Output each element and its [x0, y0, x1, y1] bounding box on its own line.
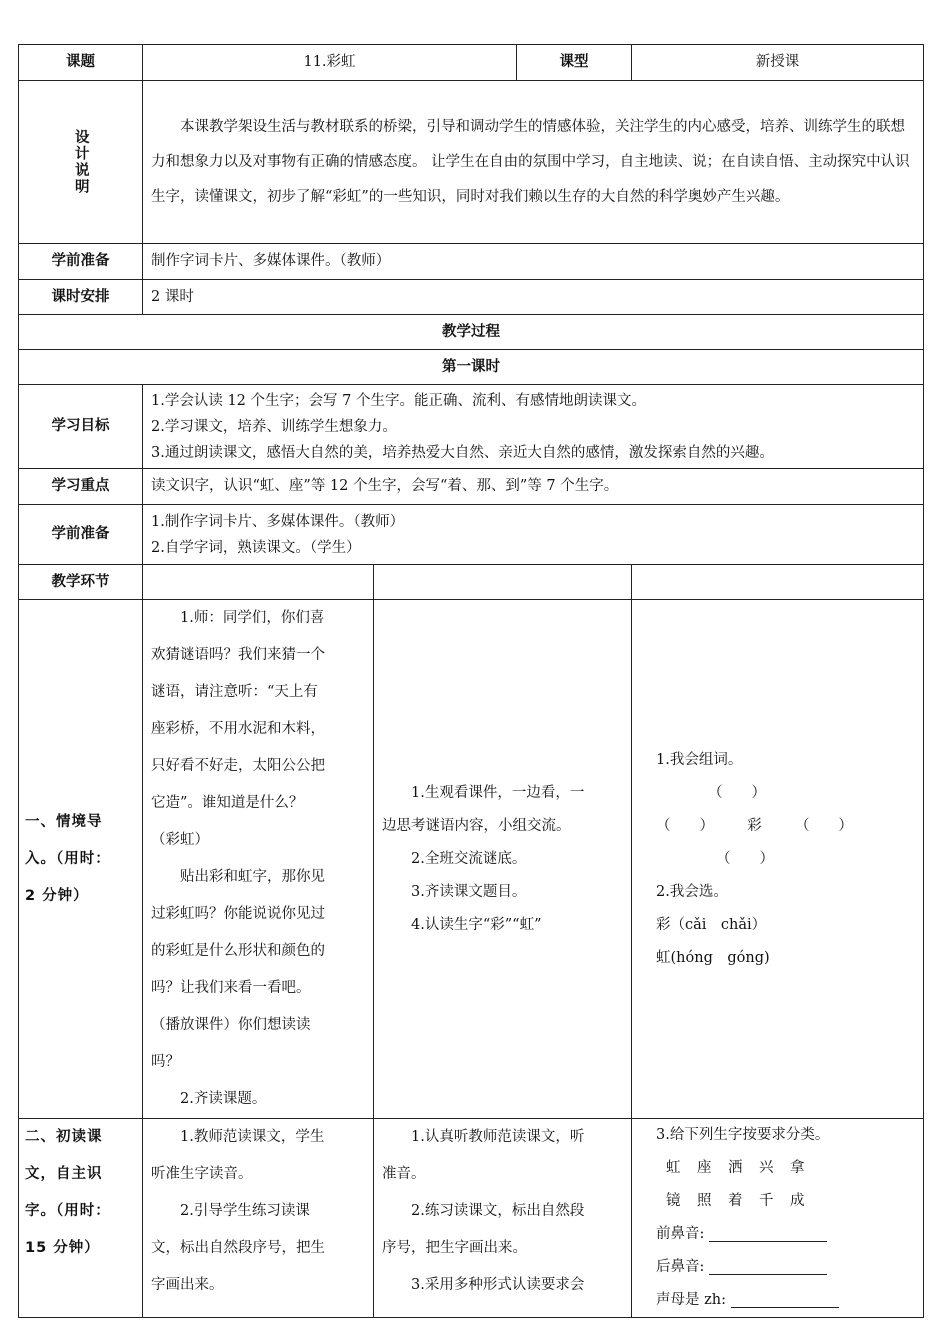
hours-value: 2 课时 — [143, 280, 924, 315]
stage1-teacher: 1.师：同学们，你们喜 欢猜谜语吗？我们来猜一个 谜语，请注意听：“天上有 座彩桥，不用水泥和木料， 只好看不好走，太阳公公把 它造”。谁知道是什么？ （彩虹） 贴出彩和虹字，那你见 过彩虹吗？你能说说你见过 的彩虹是什么形状和颜色的 吗？让我们来看一看吧。 （播放课件）你们想读读 吗？ 2.齐读课题。 — [151, 610, 325, 1107]
front-nasal-label: 前鼻音: — [656, 1226, 705, 1242]
topic-value: 11.彩虹 — [143, 45, 517, 81]
stage1-student: 1.生观看课件，一边看，一 边思考谜语内容，小组交流。 2.全班交流谜底。 3.齐读课文题目。 4.认读生字“彩”“虹” — [382, 784, 585, 933]
lesson-prep-list — [151, 509, 915, 561]
stage-header-row — [19, 565, 924, 600]
exercise-title: 1.我会组词。 — [656, 751, 743, 768]
header-row — [19, 45, 924, 81]
center-char: 彩 — [747, 817, 762, 834]
goals-label: 学习目标 — [19, 385, 143, 469]
exercise-title: 3.给下列生字按要求分类。 — [656, 1127, 830, 1143]
stage-label: 教学环节 — [19, 565, 143, 600]
pinyin-choice: 虹(hóng góng) — [656, 949, 770, 966]
goals-list — [151, 388, 915, 466]
type-value: 新授课 — [632, 45, 924, 81]
process-title: 教学过程 — [19, 315, 924, 350]
prep-label: 学前准备 — [19, 244, 143, 280]
design-label: 设计说明 — [72, 129, 89, 195]
goal-item: 3.通过朗读课文，感悟大自然的美，培养热爱大自然、亲近大自然的感情，激发探索自然的兴趣。 — [151, 444, 774, 461]
stage2-teacher: 1.教师范读课文，学生 听准生字读音。 2.引导学生练习读课 文，标出自然段序号，把生 字画出来。 — [151, 1129, 325, 1293]
lesson-plan-table — [18, 44, 924, 1318]
stage2-student: 1.认真听教师范读课文，听 准音。 2.练习读课文，标出自然段 序号，把生字画出来。 3.采用多种形式认读要求会 — [382, 1129, 585, 1293]
design-row — [19, 81, 924, 244]
word-blank: （ ） — [708, 784, 766, 801]
char-row: 镜 照 着 千 成 — [666, 1193, 806, 1209]
lesson1-title: 第一课时 — [19, 350, 924, 385]
key-label: 学习重点 — [19, 469, 143, 505]
type-label: 课型 — [517, 45, 632, 81]
word-blank: （ ） — [794, 817, 853, 834]
lesson1-title-row — [19, 350, 924, 385]
answer-line[interactable] — [731, 1293, 839, 1308]
goals-row — [19, 385, 924, 469]
char-row: 虹 座 洒 兴 拿 — [666, 1160, 806, 1176]
stage1-exercise — [656, 744, 915, 975]
hours-row — [19, 280, 924, 315]
stage2-row — [19, 1119, 924, 1318]
back-nasal-label: 后鼻音: — [656, 1259, 705, 1275]
goal-item: 2.学习课文，培养、训练学生想象力。 — [151, 418, 397, 435]
lesson-plan-page — [18, 44, 923, 1318]
prep-row — [19, 244, 924, 280]
stage2-exercise — [656, 1119, 915, 1317]
stage2-name: 二、初读课 文，自主识 字。（用时： 15 分钟） — [25, 1129, 111, 1256]
word-blank: （ ） — [716, 850, 774, 867]
lesson-prep-item: 1.制作字词卡片、多媒体课件。（教师） — [151, 513, 405, 530]
design-text: 本课教学架设生活与教材联系的桥梁，引导和调动学生的情感体验，关注学生的内心感受，培养、训练学生的联想力和想象力以及对事物有正确的情感态度。 让学生在自由的氛围中学习，自主地读、说；在自读自悟、主动探究中认识生字，读懂课文，初步了解“彩虹”的一些知识，同时对我们赖以生存的大自然的科学奥妙产生兴趣。 — [151, 118, 910, 205]
zh-label: 声母是 zh: — [656, 1292, 726, 1308]
exercise-title: 2.我会选。 — [656, 883, 728, 900]
lesson-prep-item: 2.自学字词，熟读课文。（学生） — [151, 539, 361, 556]
hours-label: 课时安排 — [19, 280, 143, 315]
stage1-name: 一、情境导 入。（用时： 2 分钟） — [25, 813, 111, 904]
answer-line[interactable] — [709, 1260, 827, 1275]
prep-value: 制作字词卡片、多媒体课件。（教师） — [143, 244, 924, 280]
lesson-prep-row — [19, 505, 924, 565]
goal-item: 1.学会认读 12 个生字；会写 7 个生字。能正确、流利、有感情地朗读课文。 — [151, 392, 646, 409]
key-value: 读文识字，认识“虹、座”等 12 个生字，会写“着、那、到”等 7 个生字。 — [143, 469, 924, 505]
topic-label: 课题 — [19, 45, 143, 81]
stage1-row — [19, 600, 924, 1119]
word-blank: （ ） — [656, 817, 714, 834]
process-title-row — [19, 315, 924, 350]
lesson-prep-label: 学前准备 — [19, 505, 143, 565]
pinyin-choice: 彩（cǎi chǎi） — [656, 916, 767, 933]
answer-line[interactable] — [709, 1227, 827, 1242]
key-row — [19, 469, 924, 505]
